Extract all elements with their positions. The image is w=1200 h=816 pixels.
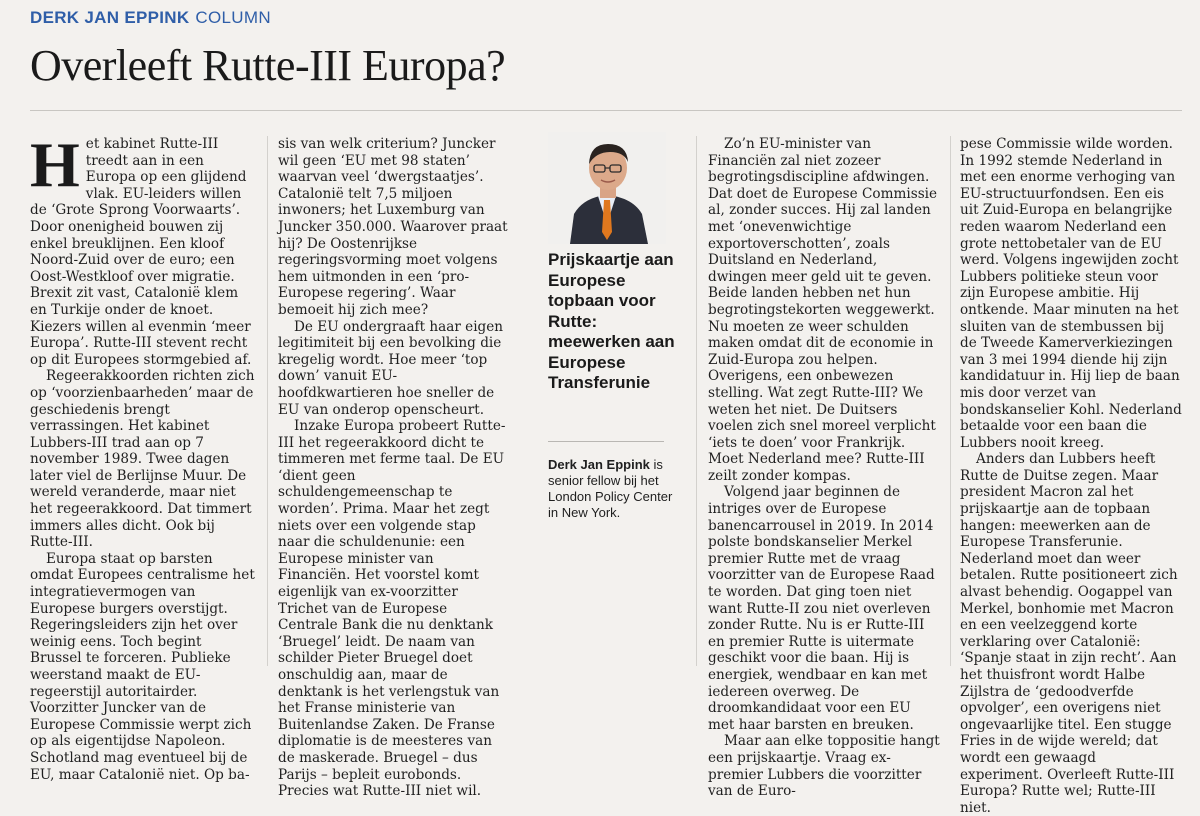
bio-name: Derk Jan Eppink <box>548 457 650 472</box>
title-divider <box>30 110 1182 111</box>
text-column-1 <box>30 129 255 783</box>
bio-text: is senior fellow bij het London Policy Center in New York. <box>548 457 673 520</box>
column-divider <box>696 136 697 666</box>
column-divider <box>950 136 951 666</box>
header-section: COLUMN <box>195 8 271 27</box>
column-divider <box>267 136 268 666</box>
author-photo <box>548 132 666 244</box>
paragraph: Inzake Europa probeert Rutte-III het regeerakkoord dicht te timmeren met ferme taal. De EU ‘dient geen schuldengemeenschap te worden’. Prima. Maar het zegt niets over een volgende stap naar die schuldenunie: een Europese minister van Financiën. Het voorstel komt eigenlijk van ex-voorzitter Trichet van de Europese Centrale Bank die nu denktank ‘Bruegel’ leidt. De naam van schilder Pieter Bruegel doet onschuldig aan, maar de denktank is het verlengstuk van het Franse ministerie van Buitenlandse Zaken. De Franse diplomatie is de meesteres van de maskerade. Bruegel – dus Parijs – bepleit eurobonds. Precies wat Rutte-III niet wil. <box>278 418 506 800</box>
paragraph: pese Commissie wilde worden. In 1992 stemde Nederland in met een enorme verhoging van EU-structuurfondsen. Een eis uit Zuid-Europa en belangrijke reden waarom Nederland een grote nettobetaler van de EU werd. Volgens ingewijden zocht Lubbers politieke steun voor zijn Europese ambitie. Hij ontkende. Maar minuten na het sluiten van de stembussen bij de Tweede Kamerverkiezingen van 3 mei 1994 diende hij zijn kandidatuur in. Hij liep de baan mis door verzet van bondskanselier Kohl. Nederland betaalde voor een baan die Lubbers nooit kreeg. <box>960 136 1182 451</box>
column-header <box>30 8 271 28</box>
header-author: DERK JAN EPPINK <box>30 8 190 27</box>
portrait-illustration <box>548 132 666 244</box>
paragraph: Zo’n EU-minister van Financiën zal niet zozeer begrotingsdiscipline afdwingen. Dat doet de Europese Commissie al, zonder succes. Hij zal landen met ‘onevenwichtige exportoverschotten’, zoals Duitsland en Nederland, dwingen meer geld uit te geven. Beide landen hebben net hun begrotingstekorten weggewerkt. Nu moeten ze weer schulden maken omdat dit de economie in Zuid-Europa zou helpen. Overigens, een onbewezen stelling. Wat zegt Rutte-III? We weten het niet. De Duitsers voelen zich snel moreel verplicht ‘iets te doen’ voor Frankrijk. Moet Nederland mee? Rutte-III zeilt zonder kompas. <box>708 136 938 484</box>
paragraph: Regeerakkoorden richten zich op ‘voorzienbaarheden’ maar de geschiedenis brengt verrassingen. Het kabinet Lubbers-III trad aan op 7 november 1989. Twee dagen later viel de Berlijnse Muur. De wereld veranderde, maar niet het regeerakkoord. Dat timmert immers alles dicht. Ook bij Rutte-III. <box>30 368 255 551</box>
text-column-5 <box>960 136 1182 816</box>
author-bio <box>548 457 680 521</box>
bio-divider <box>548 441 664 442</box>
text-column-2 <box>278 136 510 800</box>
paragraph: Maar aan elke toppositie hangt een prijskaartje. Vraag ex-premier Lubbers die voorzitter van de Euro- <box>708 733 940 800</box>
paragraph-text: et kabinet Rutte-III treedt aan in een Europa op een glijdend vlak. EU-leiders willen de ‘Grote Sprong Voorwaarts’. Door onenigheid bouwen zij enkel breuklijnen. Een kloof Noord-Zuid over de euro; een Oost-Westkloof over migratie. Brexit zit vast, Catalonië klem en Turkije onder de knoet. Kiezers willen al evenmin ‘meer Europa’. Rutte-III stevent recht op dit Europees stormgebied af. <box>30 136 252 368</box>
paragraph <box>30 129 255 368</box>
paragraph: Anders dan Lubbers heeft Rutte de Duitse zegen. Maar president Macron zal het prijskaartje aan de topbaan hangen: meewerken aan de Europese Transferunie. Nederland moet dan weer betalen. Rutte positioneert zich alvast behendig. Oogappel van Merkel, bonhomie met Macron en een veelzeggend korte verklaring over Catalonië: ‘Spanje staat in zijn recht’. Aan het thuisfront wordt Halbe Zijlstra de ‘gedoodverfde opvolger’, een overigens niet ongevaarlijke titel. Een stugge Fries in de wijde wereld; dat wordt een gewaagd experiment. Overleeft Rutte-III Europa? Rutte wel; Rutte-III niet. <box>960 451 1178 816</box>
paragraph: Volgend jaar beginnen de intriges over de Europese banencarrousel in 2019. In 2014 polste bondskanselier Merkel premier Rutte met de vraag voorzitter van de Europese Raad te worden. Dat ging toen niet want Rutte-II zou niet overleven zonder Rutte. Nu is er Rutte-III en premier Rutte is uitermate geschikt voor die baan. Hij is energiek, wendbaar en kan met iedereen overweg. De droomkandidaat voor een EU met haar barsten en breuken. <box>708 484 935 733</box>
drop-cap: H <box>30 129 80 200</box>
article-title: Overleeft Rutte-III Europa? <box>30 41 506 90</box>
text-column-4 <box>708 136 940 800</box>
pull-quote: Prijskaartje aan Europese topbaan voor Rutte: meewerken aan Europese Transferunie <box>548 250 675 392</box>
paragraph: Europa staat op barsten omdat Europees centralisme het integratievermogen van Europese burgers overstijgt. Regeringsleiders zijn het over weinig eens. Toch begint Brussel te forceren. Publieke weerstand maakt de EU-regeerstijl autoritairder. Voorzitter Juncker van de Europese Commissie werpt zich op als eigentijdse Napoleon. Schotland mag eventueel bij de EU, maar Catalonië niet. Op ba- <box>30 550 255 783</box>
paragraph: De EU ondergraaft haar eigen legitimiteit bij een bevolking die kregelig wordt. Hoe meer ‘top down’ vanuit EU-hoofdkwartieren hoe sneller de EU van onderop openscheurt. <box>278 318 504 418</box>
paragraph: sis van welk criterium? Juncker wil geen ‘EU met 98 staten’ waarvan veel ‘dwergstaatjes’. Catalonië telt 7,5 miljoen inwoners; het Luxemburg van Juncker 350.000. Waarover praat hij? De Oostenrijkse regeringsvorming moet volgens hem uitmonden in een ‘pro-Europese regering’. Waar bemoeit hij zich mee? <box>278 136 508 318</box>
